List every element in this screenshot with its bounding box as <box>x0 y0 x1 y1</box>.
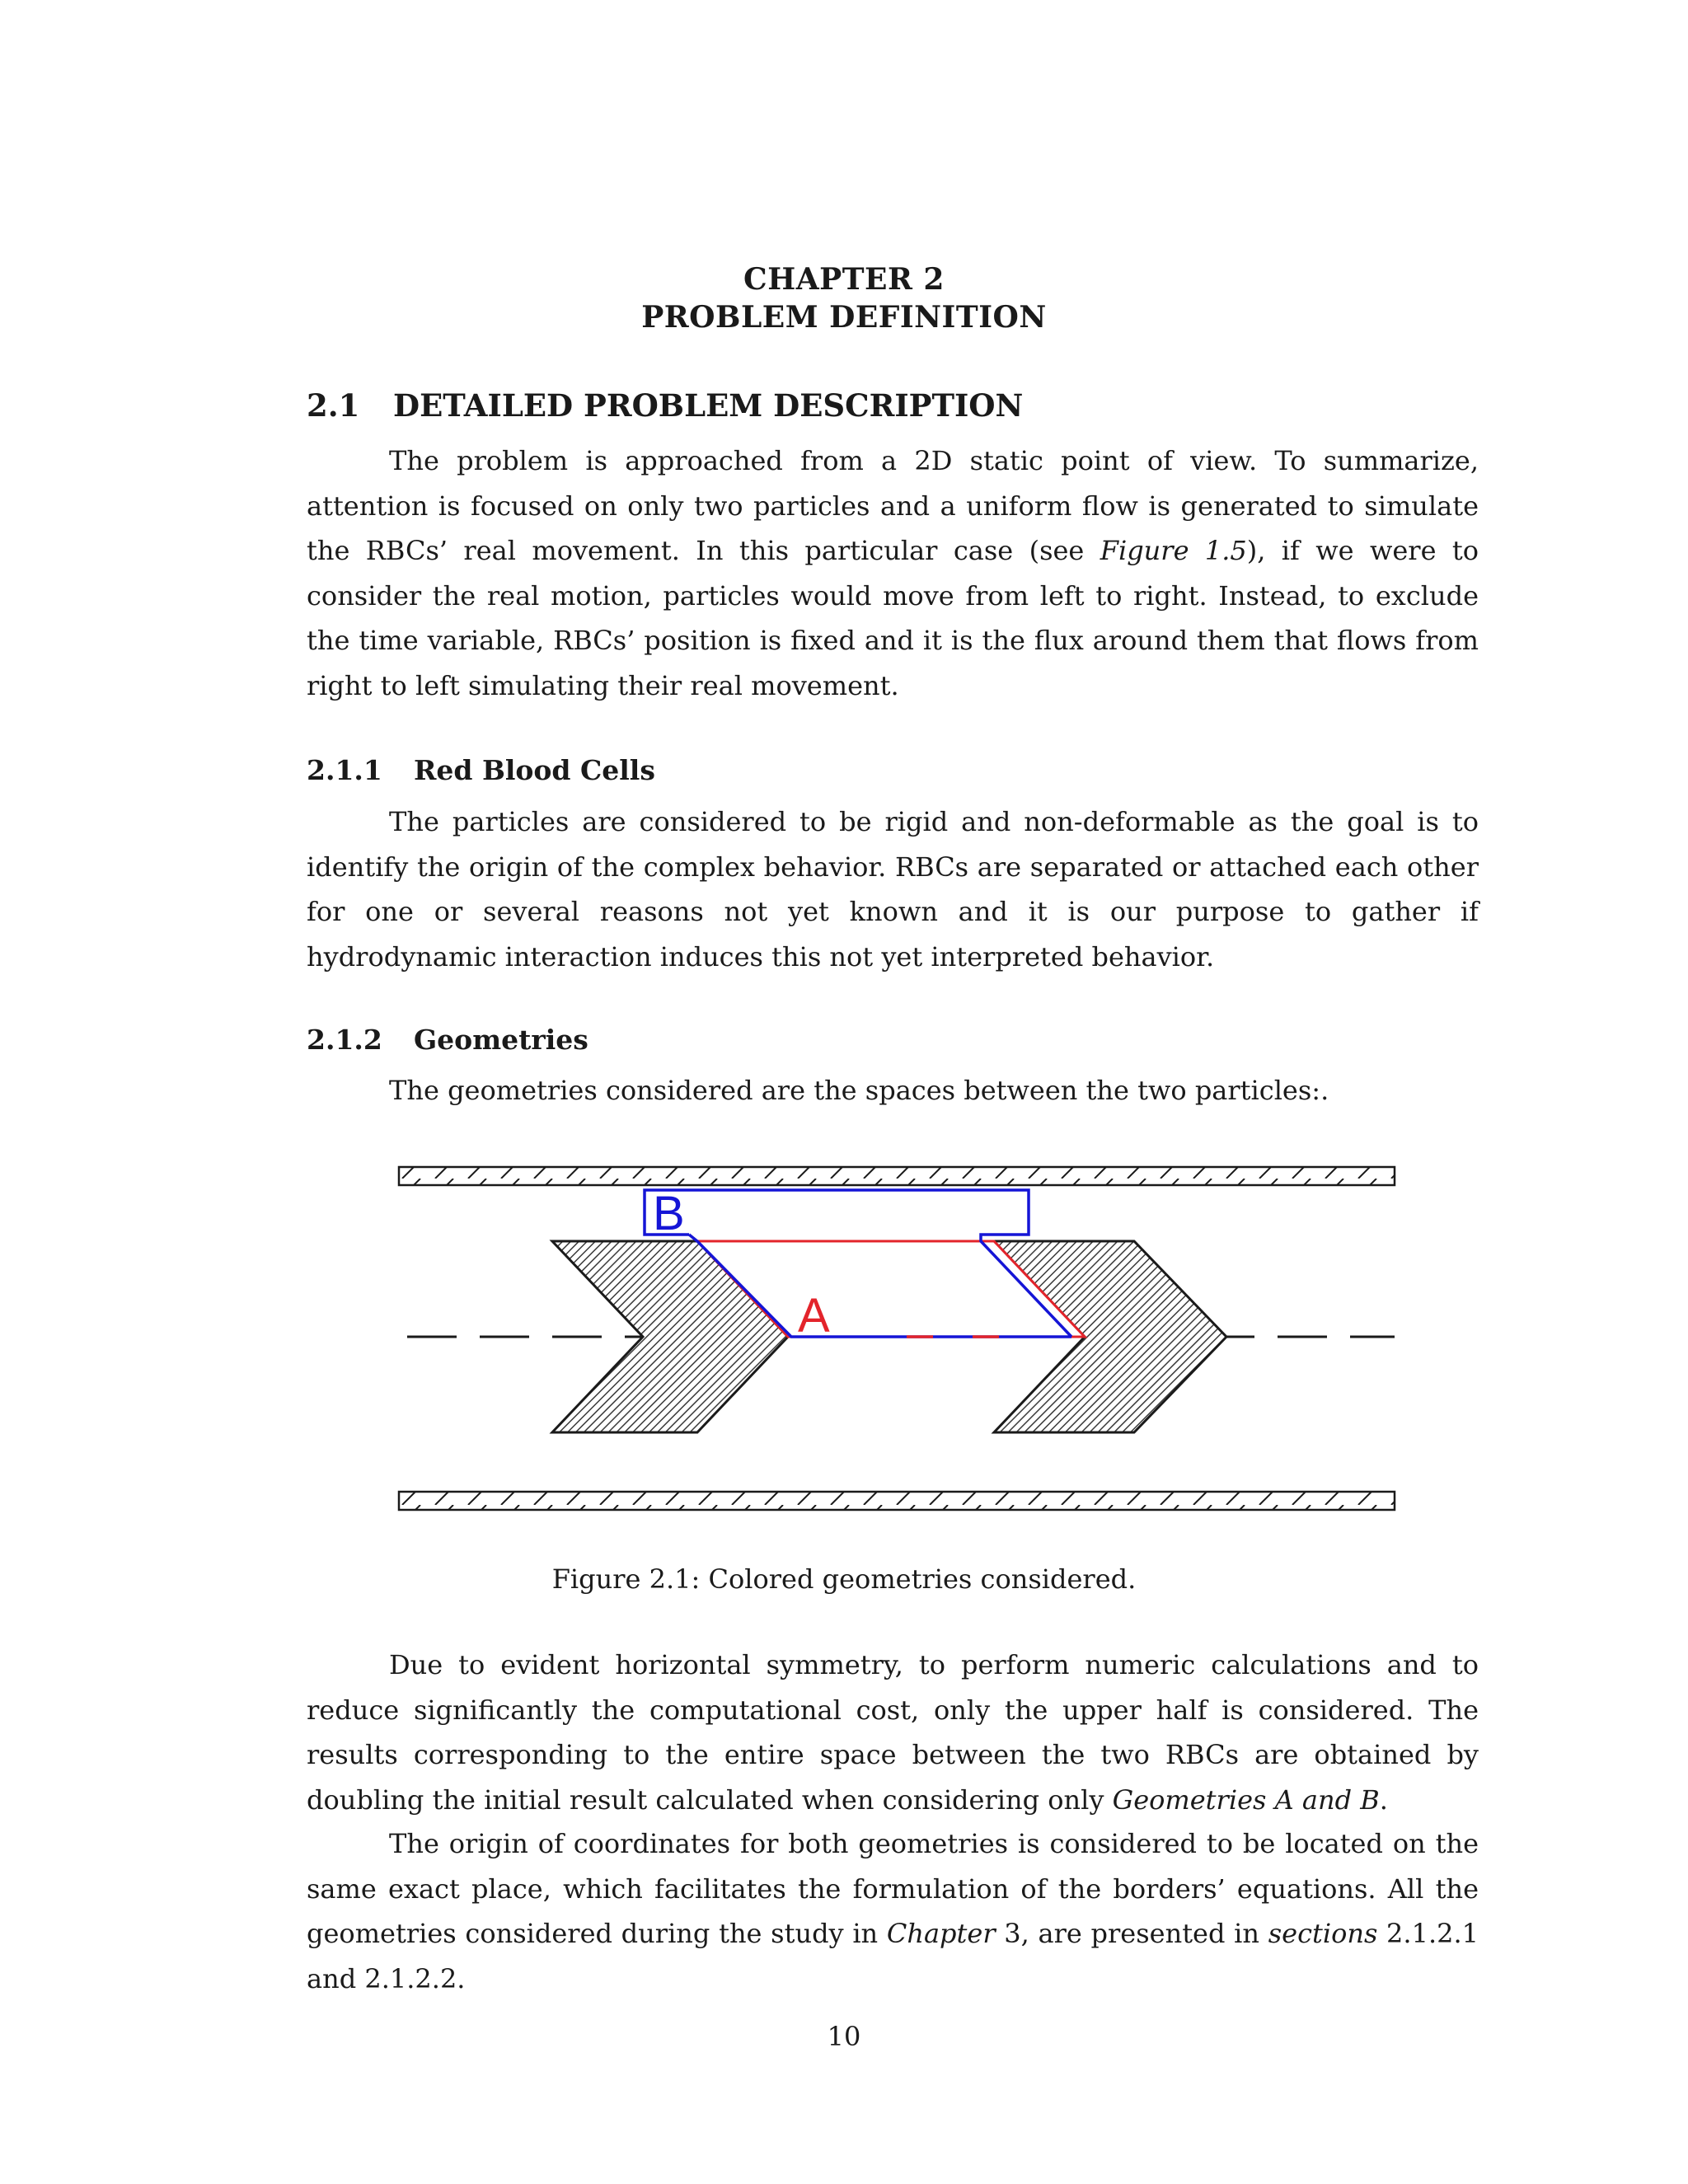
section-paragraph-text: The problem is approached from a 2D static point of view. To summarize, attention is focused on only two particles and a uniform flow is generated to simulate the RBCs’ real movement. In this particular case (see <box>307 445 1479 566</box>
section-number: 2.1 <box>307 387 360 424</box>
closing-paragraph-1 <box>307 1643 1479 1822</box>
sections-reference: sections <box>1268 1918 1378 1949</box>
closing-paragraph-1-end: . <box>1379 1783 1388 1816</box>
chapter-title: PROBLEM DEFINITION <box>641 300 1047 335</box>
closing-paragraph-1-text: Due to evident horizontal symmetry, to perform numeric calculations and to reduce significantly the computational cost, only the upper half is considered. The results corresponding to the entire space between the two RBCs are obtained by doubling the initial result calculated when considering only <box>307 1649 1479 1816</box>
subsection-paragraph-geometries: The geometries considered are the spaces between the two particles:. <box>389 1075 1329 1106</box>
closing-paragraph-2 <box>307 1821 1479 2001</box>
figure-caption: Figure 2.1: Colored geometries considered. <box>551 1563 1137 1595</box>
section-paragraph-text-2: ), if we were to consider the real motion, particles would move from left to right. Instead, to exclude the time variable, RBCs’ position is fixed and it is the flux around them that flows from right to left simulating their real movement. <box>307 535 1479 701</box>
closing-paragraph-2-text: The origin of coordinates for both geometries is considered to be located on the same exact place, which facilitates the formulation of the borders’ equations. All the geometries considered during the study in <box>307 1828 1479 1949</box>
bottom-wall <box>399 1492 1395 1510</box>
subsection-number: 2.1.1 <box>307 754 382 786</box>
geometry-a-label: A <box>798 1289 830 1343</box>
top-wall <box>399 1167 1395 1185</box>
subsection-number: 2.1.2 <box>307 1024 382 1056</box>
chapter-reference: Chapter <box>886 1918 996 1949</box>
geometries-reference: Geometries A and B <box>1112 1783 1380 1816</box>
chapter-label: CHAPTER 2 <box>743 262 945 297</box>
section-title: DETAILED PROBLEM DESCRIPTION <box>393 387 1024 424</box>
page-number: 10 <box>827 2021 861 2052</box>
closing-paragraph-2-text-2: 3, are presented in <box>995 1918 1268 1949</box>
figure-reference: Figure 1.5 <box>1100 535 1247 566</box>
closing-paragraph-2-end: 2.1.2.1 and 2.1.2.2. <box>307 1918 1479 1994</box>
geometry-b-label: B <box>653 1187 685 1240</box>
subsection-paragraph-rbc: The particles are considered to be rigid and non-deformable as the goal is to identify the origin of the complex behavior. RBCs are separated or attached each other for one or several reasons not yet known and it is our purpose to gather if hydrodynamic interaction induces this not yet interpreted behavior. <box>307 806 1479 972</box>
subsection-title: Geometries <box>414 1024 588 1056</box>
subsection-title: Red Blood Cells <box>414 754 655 786</box>
